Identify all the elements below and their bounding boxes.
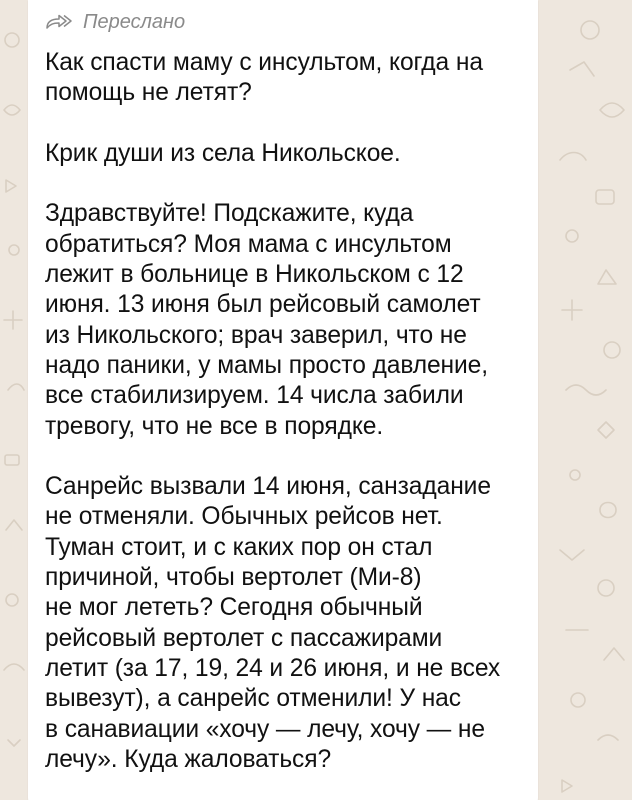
message-line: Туман стоит, и с каких пор он стал	[45, 533, 433, 561]
message-paragraph	[45, 199, 535, 441]
message-line: вывезут), а санрейс отменили! У нас	[45, 685, 461, 713]
forwarded-header	[45, 10, 185, 34]
message-text	[45, 48, 535, 775]
message-paragraph	[45, 139, 535, 169]
message-line: тревогу, что не все в порядке.	[45, 412, 384, 440]
message-line: летит (за 17, 19, 24 и 26 июня, и не всех	[45, 654, 501, 682]
message-line: рейсовый вертолет с пассажирами	[45, 624, 443, 652]
message-paragraph	[45, 472, 535, 775]
message-line: Санрейс вызвали 14 июня, санзадание	[45, 473, 491, 501]
message-line: Как спасти маму с инсультом, когда на	[45, 49, 483, 76]
message-line: все стабилизируем. 14 числа забили	[45, 382, 464, 410]
message-line: из Никольского; врач заверил, что не	[45, 321, 467, 349]
message-line: лежит в больнице в Никольском с 12	[45, 261, 464, 289]
message-line: не отменяли. Обычных рейсов нет.	[45, 503, 443, 531]
message-line: июня. 13 июня был рейсовый самолет	[45, 291, 481, 319]
message-line: не мог лететь? Сегодня обычный	[45, 594, 423, 622]
message-line: надо паники, у мамы просто давление,	[45, 351, 488, 379]
message-line: лечу». Куда жаловаться?	[45, 745, 332, 773]
forwarded-label: Переслано	[83, 10, 186, 33]
message-line: помощь не летят?	[45, 79, 252, 107]
forward-arrow-icon	[45, 14, 75, 30]
message-line: Здравствуйте! Подскажите, куда	[45, 200, 414, 228]
message-line: Крик души из села Никольское.	[45, 139, 401, 167]
message-line: причиной, чтобы вертолет (Ми-8)	[45, 564, 422, 592]
message-line: обратиться? Моя мама с инсультом	[45, 230, 452, 258]
message-paragraph	[45, 48, 535, 109]
message-line: в санавиации «хочу — лечу, хочу — не	[45, 715, 485, 743]
